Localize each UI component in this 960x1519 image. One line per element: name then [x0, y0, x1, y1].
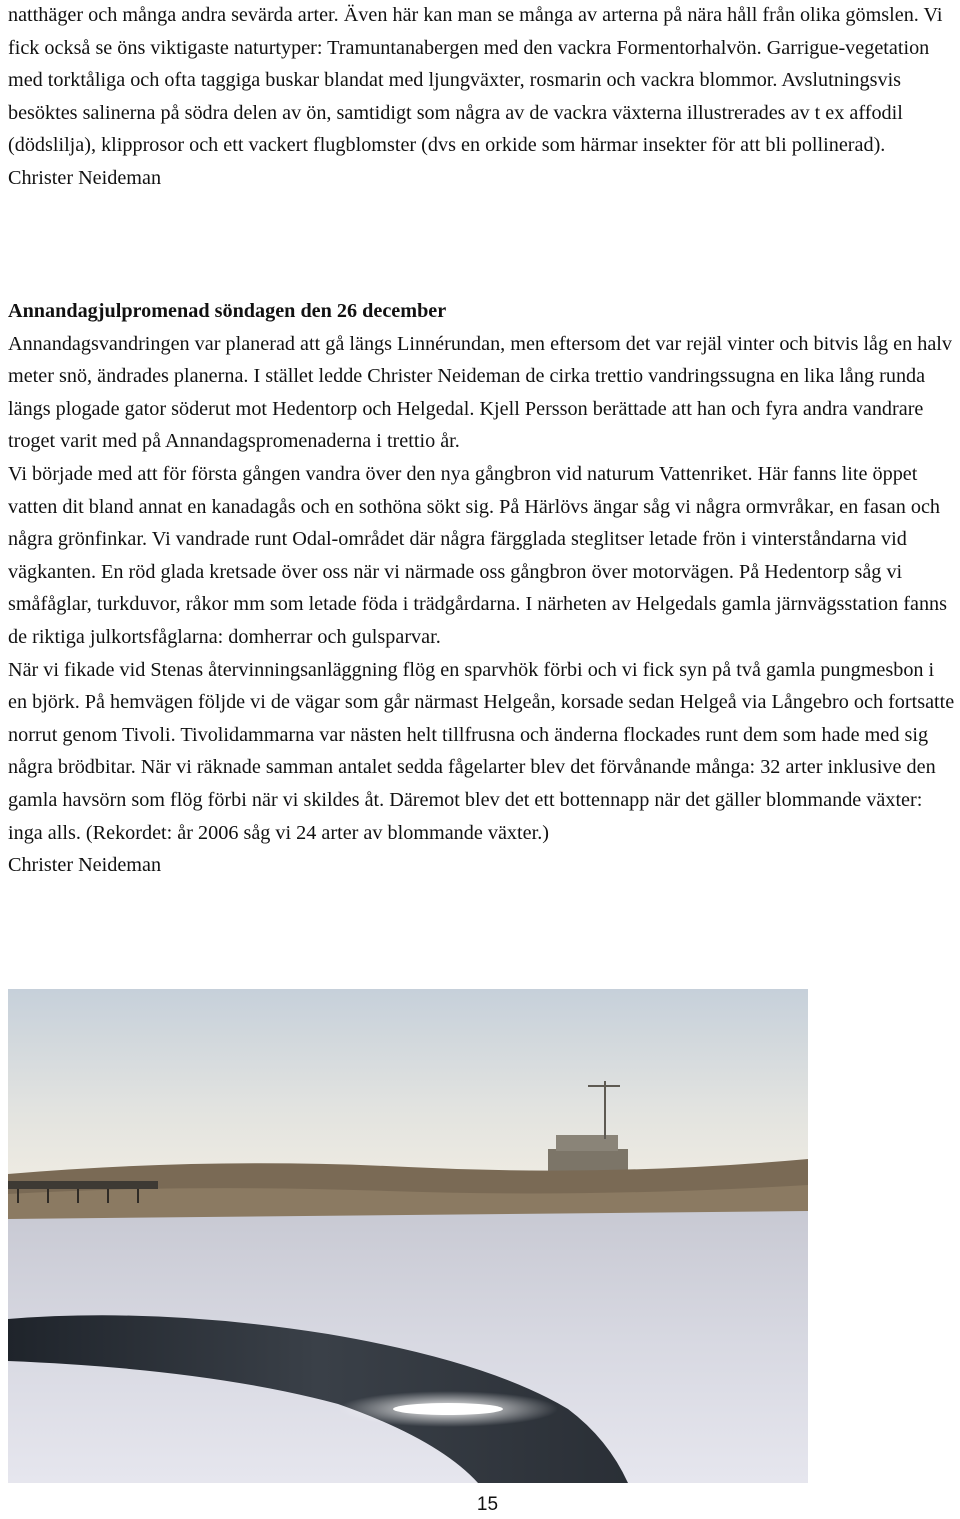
article-paragraph-1: Annandagsvandringen var planerad att gå längs Linnérundan, men eftersom det var rejäl vinter och bitvis låg en halv meter snö, ändrades planerna. I stället ledde Christer Neideman de cirka trettio vandringssugna en lika lång runda längs plogade gator söderut mot Hedentorp och Helgedal. Kjell Persson berättade att han och fyra andra vandrare troget varit med på Annandagspromenaderna i trettio år.: [8, 332, 953, 453]
article-section: [8, 295, 956, 882]
article-paragraph-2: Vi började med att för första gången vandra över den nya gångbron vid naturum Vattenriket. Här fanns lite öppet vatten dit bland annat en kanadagås och en sothöna sökt sig. På Härlövs ängar såg vi några ormvråkar, en fasan och några grönfinkar. Vi vandrade runt Odal-området där några färgglada steglitser letade frön i vinterståndarna vid vägkanten. En röd glada kretsade över oss när vi närmade oss gångbron över motorvägen. På Hedentorp såg vi småfåglar, turkduvor, råkor mm som letade föda i trädgårdarna. I närheten av Helgedals gamla järnvägsstation fanns de riktiga julkortsfåglarna: domherrar och gulsparvar.: [8, 462, 948, 648]
intro-author: Christer Neideman: [8, 166, 162, 189]
intro-section: [8, 0, 956, 195]
article-paragraph-3: När vi fikade vid Stenas återvinningsanläggning flög en sparvhök förbi och vi fick syn på två gamla pungmesbon i en björk. På hemvägen följde vi de vägar som går närmast Helgeån, korsade sedan Helgeå via Långebro och fortsatte norrut genom Tivoli. Tivolidammarna var nästen helt tillfrusna och änderna flockades runt dem som hade med sig några brödbitar. När vi räknade samman antalet sedda fågelarter blev det förvånande många: 32 arter inklusive den gamla havsörn som flög förbi när vi skildes åt. Däremot blev det ett bottennapp när det gäller blommande växter: inga alls. (Rekordet: år 2006 såg vi 24 arter av blommande växter.): [8, 658, 955, 844]
page-number: 15: [476, 1494, 499, 1515]
article-author: Christer Neideman: [8, 854, 162, 877]
intro-paragraph: natthäger och många andra sevärda arter. Även här kan man se många av arterna på nära håll från olika gömslen. Vi fick också se öns viktigaste naturtyper: Tramuntanabergen med den vackra Formentorhalvön. Garrigue-vegetation med torktåliga och ofta taggiga buskar blandat med ljungväxter, rosmarin och vackra blommor. Avslutningsvis besöktes salinerna på södra delen av ön, samtidigt som några av de vackra växterna illustrerades av t ex affodil (dödslilja), klipprosor och ett vackert flugblomster (dvs en orkide som härmar insekter för att bli pollinerad).: [8, 4, 943, 157]
winter-landscape-photo: [8, 989, 808, 1483]
article-heading: Annandagjulpromenad söndagen den 26 december: [8, 300, 447, 322]
